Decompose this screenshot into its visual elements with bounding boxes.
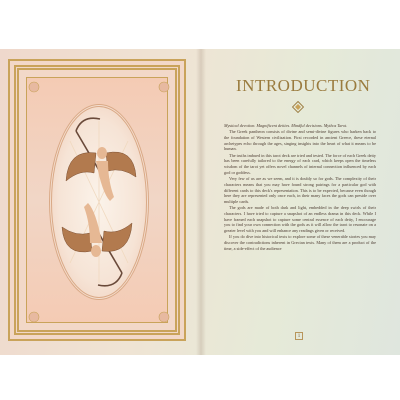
page-title: INTRODUCTION — [236, 76, 371, 95]
card-artwork — [10, 61, 188, 343]
introduction-body — [224, 123, 376, 329]
paragraph: The gods are made of both dark and light, embedded in the deep swirls of their characters. I have tried to capture a snapshot of an endless drama in this deck. While I have framed each snapshot to capture some central essence of each deity, I encourage you to find your own connection with the gods as it will allow the tarot to resonate on a greater level with you and will enhance any readings given or received. — [224, 205, 376, 234]
tarot-card-illustration — [8, 59, 186, 341]
paragraph: The truths imbued in this tarot deck are tried and tested. The force of each Greek deity has been carefully tailored to the energy of each card, which keeps open the timeless wisdom of the tarot yet offers novel channels of internal connection influenced by each god or goddess. — [224, 152, 376, 175]
paragraph: The Greek pantheon consists of divine and semi-divine figures who harken back to the foundation of Western civilization. First recorded in ancient Greece, these eternal archetypes echo through the ages, singing insights into the heart of what it means to be human. — [224, 129, 376, 152]
page-number: 1 — [295, 332, 303, 340]
paragraph: Very few of us are as we seem, and it is doubly so for gods. The complexity of their characters means that you may have found strong pairings for a particular god with different cards to this deck's representation. This is to be expected, because even though here they are represented only once each, in their many faces the gods can preside over multiple cards. — [224, 176, 376, 204]
paragraph: Mystical devotion. Magnificent deities. Mindful decisions. Mythos Tarot. — [224, 123, 348, 128]
diamond-ornament-icon — [292, 101, 304, 113]
paragraph: If you do dive into historical texts to explore some of these venerable stories you may discover the contradictions inherent in Grecian texts. Many of them are a product of the time, a side-effect of the audience — [224, 234, 376, 251]
book-spread — [0, 49, 400, 355]
book-gutter — [196, 49, 206, 355]
